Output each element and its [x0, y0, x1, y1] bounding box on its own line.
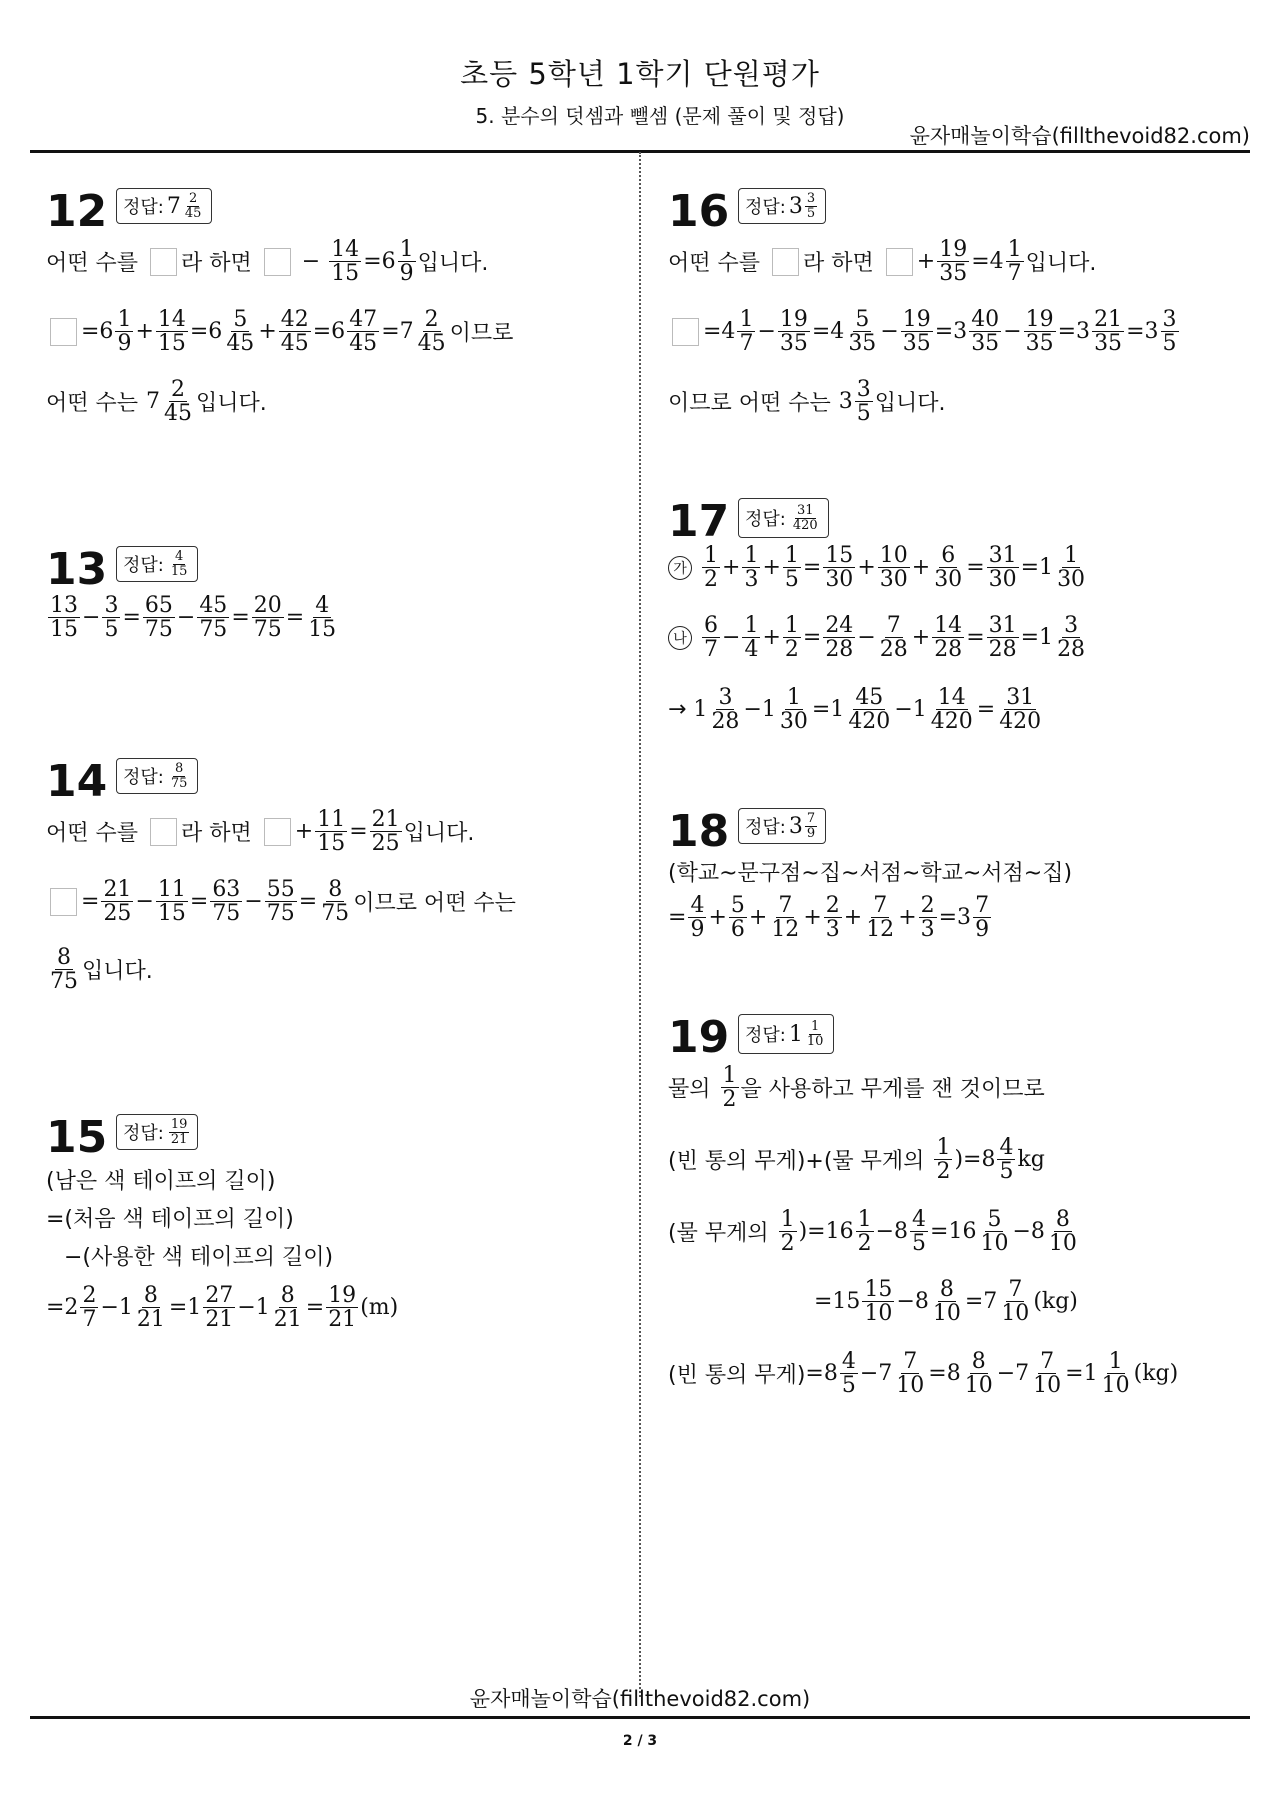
answer-box: 정답: 7 $\frac{2}{45}$ — [116, 188, 212, 224]
problem-17 — [668, 496, 1248, 756]
column-divider — [639, 152, 641, 1697]
unknown-box — [150, 818, 177, 846]
solution-line: =15 $\frac{15}{10}$ −8 $\frac{8}{10}$ =7 $\frac{7}{10}$ (kg) — [814, 1277, 1078, 1327]
solution-line: → 1 $\frac{3}{28}$ −1 $\frac{1}{30}$ =1 $\frac{45}{420}$ −1 $\frac{14}{420}$ = $\frac{31}{420}$ — [668, 685, 1042, 735]
solution-line: 어떤 수는 7 $\frac{2}{45}$ 입니다. — [46, 377, 267, 427]
answer-label: 정답: — [745, 509, 786, 530]
answer-label: 정답: — [745, 817, 786, 838]
problem-number: 16 — [668, 186, 730, 237]
answer-box: 정답: $\frac{31}{420}$ — [738, 498, 829, 538]
problem-number: 15 — [46, 1112, 108, 1163]
problem-12 — [46, 186, 606, 446]
solution-line: 나 $\frac{6}{7}$ − $\frac{1}{4}$ + $\frac{1}{2}$ = $\frac{24}{28}$ − $\frac{7}{28}$ + $\frac{14}{28}$ = $\frac{31}{28}$ =1 $\frac{3}{28}$ — [668, 614, 1089, 661]
answer-label: 정답: — [123, 1123, 164, 1144]
problem-15 — [46, 1112, 606, 1352]
problem-14 — [46, 756, 606, 1016]
solution-line: = $\frac{4}{9}$ + $\frac{5}{6}$ + $\frac{7}{12}$ + $\frac{2}{3}$ + $\frac{7}{12}$ + $\frac{2}{3}$ =3 $\frac{7}{9}$ — [668, 893, 990, 943]
answer-box: 정답: $\frac{4}{15}$ — [116, 546, 198, 582]
solution-line: (학교~문구점~집~서점~학교~서점~집) — [668, 860, 1073, 886]
solution-line: 어떤 수를 라 하면 − $\frac{14}{15}$ =6 $\frac{1}{9}$ 입니다. — [46, 237, 489, 287]
answer-box: 정답: $\frac{19}{21}$ — [116, 1114, 198, 1150]
solution-line: (빈 통의 무게) =8 $\frac{4}{5}$ −7 $\frac{7}{10}$ =8 $\frac{8}{10}$ −7 $\frac{7}{10}$ =1 $\frac{1}{10}$ (kg) — [668, 1349, 1179, 1399]
page-title: 초등 5학년 1학기 단원평가 — [460, 57, 820, 91]
solution-line: =4 $\frac{1}{7}$ − $\frac{19}{35}$ =4 $\frac{5}{35}$ − $\frac{19}{35}$ =3 $\frac{40}{35}$ − $\frac{19}{35}$ =3 $\frac{21}{35}$ =3 $\frac{3}{5}$ — [668, 308, 1181, 355]
problem-number: 12 — [46, 186, 108, 237]
solution-line: =2 $\frac{2}{7}$ −1 $\frac{8}{21}$ =1 $\frac{27}{21}$ −1 $\frac{8}{21}$ = $\frac{19}{21}$ (m) — [46, 1283, 399, 1333]
unknown-box — [672, 318, 699, 346]
solution-line: −(사용한 색 테이프의 길이) — [64, 1244, 334, 1270]
solution-line: 가 $\frac{1}{2}$ + $\frac{1}{3}$ + $\frac{1}{5}$ = $\frac{15}{30}$ + $\frac{10}{30}$ + $\frac{6}{30}$ = $\frac{31}{30}$ =1 $\frac{1}{30}$ — [668, 544, 1089, 591]
footer-site-name: 윤자매놀이학습(fillthevoid82.com) — [469, 1687, 811, 1711]
problem-19 — [668, 1012, 1258, 1412]
solution-line: 어떤 수를 라 하면 + $\frac{11}{15}$ = $\frac{21}{25}$ 입니다. — [46, 807, 475, 857]
problem-number: 17 — [668, 496, 730, 547]
mark-na: 나 — [668, 626, 692, 650]
unknown-box — [50, 318, 77, 346]
solution-line: (남은 색 테이프의 길이) — [46, 1168, 276, 1194]
answer-label: 정답: — [123, 555, 164, 576]
answer-box: 정답: 3 $\frac{3}{5}$ — [738, 188, 826, 224]
problem-number: 13 — [46, 544, 108, 595]
mark-ga: 가 — [668, 556, 692, 580]
unknown-box — [150, 248, 177, 276]
page-subtitle: 5. 분수의 덧셈과 뺄셈 (문제 풀이 및 정답) — [475, 104, 845, 128]
solution-line: =6 $\frac{1}{9}$ + $\frac{14}{15}$ =6 $\frac{5}{45}$ + $\frac{42}{45}$ =6 $\frac{47}{45}$ =7 $\frac{2}{45}$ 이므로 — [46, 308, 513, 355]
problem-number: 19 — [668, 1012, 730, 1063]
unknown-box — [264, 818, 291, 846]
answer-box: 정답: 1 $\frac{1}{10}$ — [738, 1014, 834, 1054]
problem-number: 14 — [46, 756, 108, 807]
problem-number: 18 — [668, 806, 730, 857]
solution-line: 어떤 수를 라 하면 + $\frac{19}{35}$ =4 $\frac{1}{7}$ 입니다. — [668, 237, 1097, 287]
footer-divider — [30, 1716, 1250, 1719]
unknown-box — [264, 248, 291, 276]
solution-line: =(처음 색 테이프의 길이) — [46, 1206, 294, 1232]
solution-line: 이므로 어떤 수는 3 $\frac{3}{5}$ 입니다. — [668, 377, 946, 427]
solution-line: (빈 통의 무게)+(물 무게의 $\frac{1}{2}$ )=8 $\frac{4}{5}$ kg — [668, 1135, 1045, 1185]
problem-16 — [668, 186, 1248, 446]
solution-line: = $\frac{21}{25}$ − $\frac{11}{15}$ = $\frac{63}{75}$ − $\frac{55}{75}$ = $\frac{8}{75}$ 이므로 어떤 수는 — [46, 878, 516, 925]
problem-18 — [668, 806, 1248, 966]
answer-box: 정답: $\frac{8}{75}$ — [116, 758, 198, 794]
solution-line: (물 무게의 $\frac{1}{2}$ )=16 $\frac{1}{2}$ −8 $\frac{4}{5}$ =16 $\frac{5}{10}$ −8 $\frac{8}{10}$ — [668, 1207, 1077, 1257]
unknown-box — [772, 248, 799, 276]
answer-box: 정답: 3 $\frac{7}{9}$ — [738, 808, 826, 844]
problem-13 — [46, 544, 606, 664]
header-site-name: 윤자매놀이학습(fillthevoid82.com) — [909, 124, 1250, 148]
page-number: 2 / 3 — [622, 1733, 658, 1749]
answer-label: 정답: — [123, 767, 164, 788]
solution-line: 물의 $\frac{1}{2}$ 을 사용하고 무게를 잰 것이므로 — [668, 1063, 1045, 1113]
solution-line: $\frac{13}{15}$ − $\frac{3}{5}$ = $\frac{65}{75}$ − $\frac{45}{75}$ = $\frac{20}{75}$ = $\frac{4}{15}$ — [50, 593, 337, 643]
solution-line: $\frac{8}{75}$ 입니다. — [50, 945, 153, 995]
unknown-box — [886, 248, 913, 276]
answer-label: 정답: — [745, 1025, 786, 1046]
arrow-icon: → — [668, 697, 687, 723]
unknown-box — [50, 888, 77, 916]
answer-label: 정답: — [745, 197, 786, 218]
answer-label: 정답: — [123, 197, 164, 218]
